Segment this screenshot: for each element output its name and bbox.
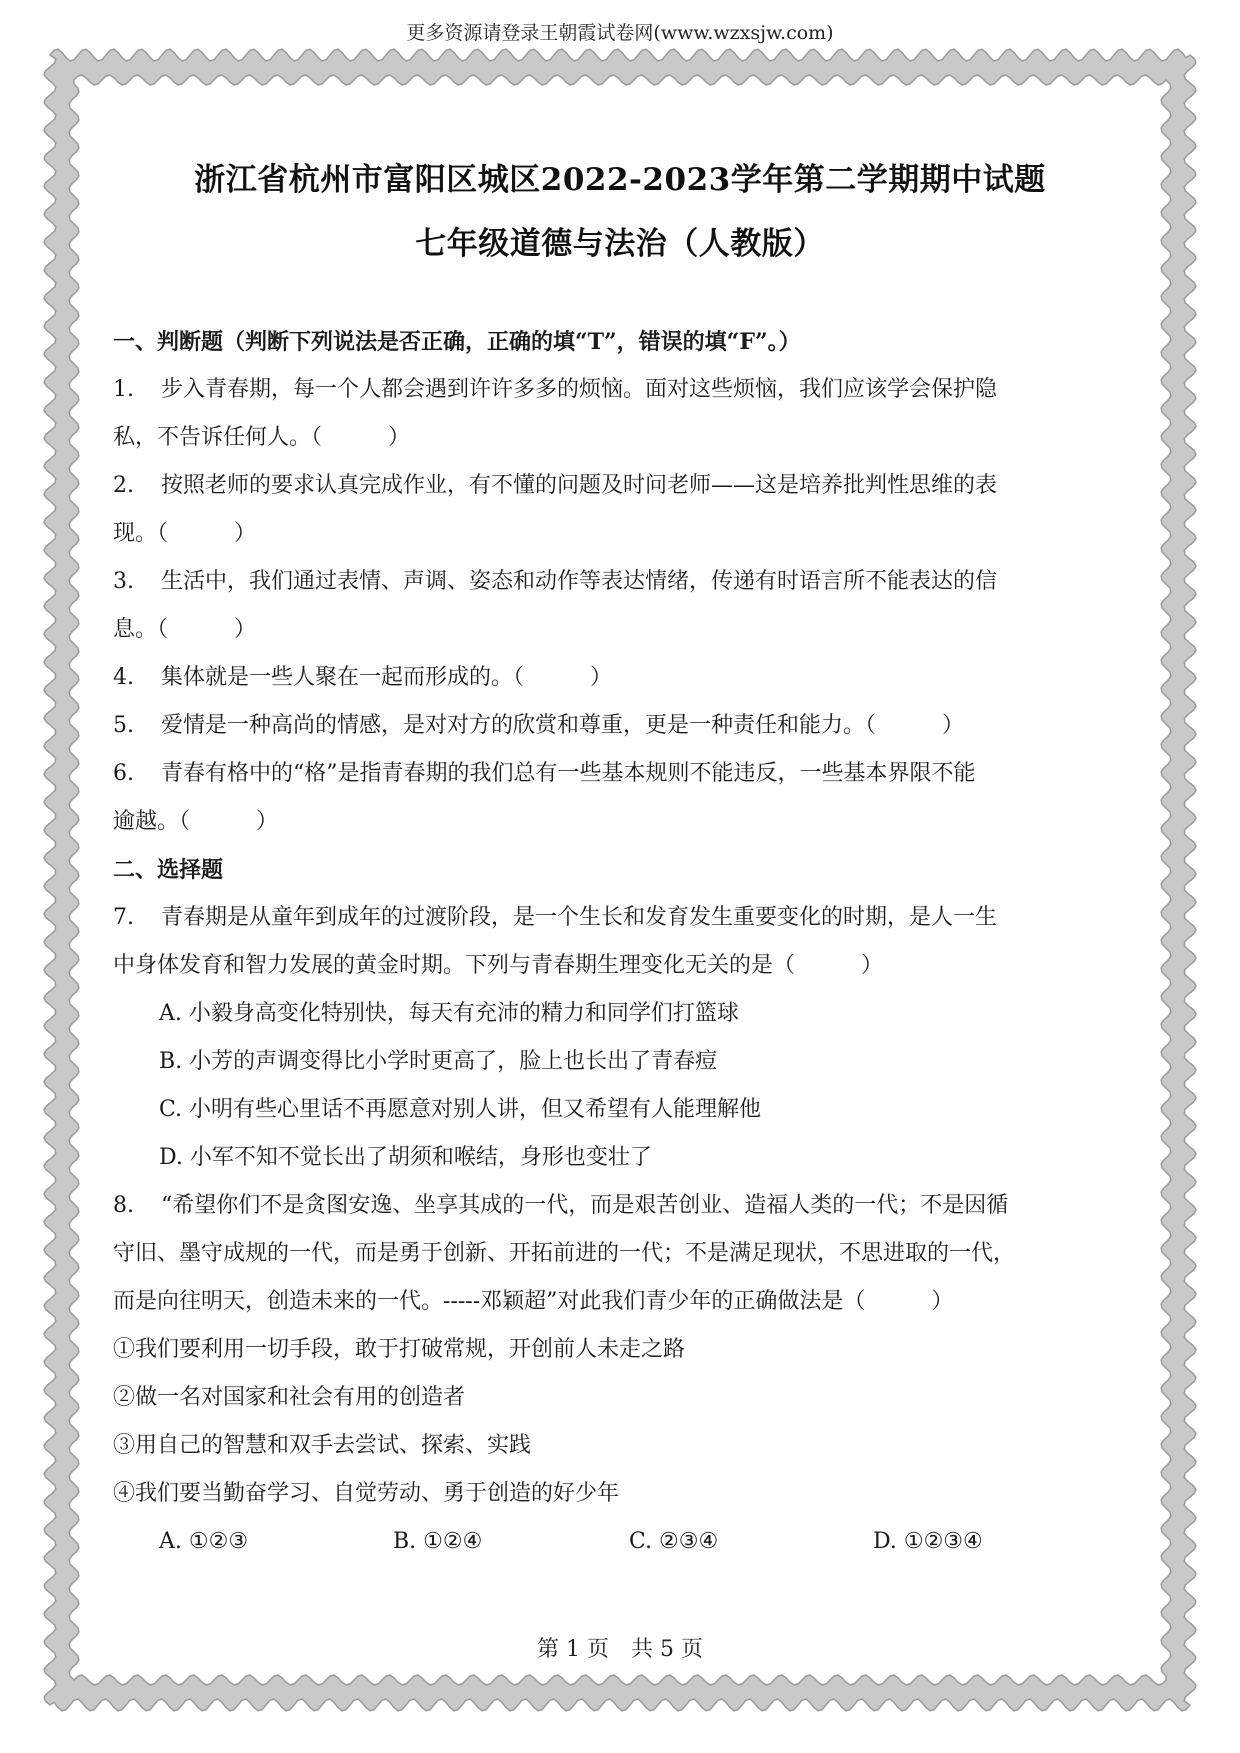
question-7-cont: 中身体发育和智力发展的黄金时期。下列与青春期生理变化无关的是（ ） xyxy=(113,953,884,978)
question-2 xyxy=(113,462,1133,510)
statement-2: ②做一名对国家和社会有用的创造者 xyxy=(113,1385,466,1410)
question-4 xyxy=(113,654,1133,702)
question-7 xyxy=(113,894,1133,942)
option-b: B. 小芳的声调变得比小学时更高了，脸上也长出了青春痘 xyxy=(159,1049,718,1074)
question-text: 步入青春期，每一个人都会遇到许许多多的烦恼。面对这些烦恼，我们应该学会保护隐 xyxy=(161,377,998,402)
statement-3: ③用自己的智慧和双手去尝试、探索、实践 xyxy=(113,1433,532,1458)
exam-content xyxy=(113,318,1133,1566)
question-8 xyxy=(113,1182,1133,1230)
question-number: 1. xyxy=(113,377,134,402)
option-a: A. 小毅身高变化特别快，每天有充沛的精力和同学们打篮球 xyxy=(159,1001,739,1026)
question-text: 爱情是一种高尚的情感，是对对方的欣赏和尊重，更是一种责任和能力。（ ） xyxy=(161,713,965,738)
question-8-cont-2: 而是向往明天，创造未来的一代。-----邓颖超”对此我们青少年的正确做法是（ ） xyxy=(113,1289,954,1314)
question-number: 3. xyxy=(113,569,134,594)
exam-subtitle: 七年级道德与法治（人教版） xyxy=(415,226,825,262)
section-heading-true-false: 一、判断题（判断下列说法是否正确，正确的填“T”，错误的填“F”。） xyxy=(113,329,801,355)
question-text: “希望你们不是贪图安逸、坐享其成的一代，而是艰苦创业、造福人类的一代；不是因循 xyxy=(161,1193,1009,1218)
question-text: 生活中，我们通过表情、声调、姿态和动作等表达情绪，传递有时语言所不能表达的信 xyxy=(161,569,998,594)
question-number: 2. xyxy=(113,473,134,498)
question-6 xyxy=(113,750,1133,798)
question-text: 青春期是从童年到成年的过渡阶段，是一个生长和发育发生重要变化的时期，是人一生 xyxy=(161,905,998,930)
question-8-options xyxy=(113,1518,1133,1566)
question-1 xyxy=(113,366,1133,414)
question-number: 7. xyxy=(113,905,134,930)
question-number: 5. xyxy=(113,713,134,738)
question-8-cont-1: 守旧、墨守成规的一代，而是勇于创新、开拓前进的一代；不是满足现状，不思进取的一代， xyxy=(113,1241,1016,1266)
option-c: C. 小明有些心里话不再愿意对别人讲，但又希望有人能理解他 xyxy=(159,1097,762,1122)
page-number: 第 1 页 共 5 页 xyxy=(537,1637,703,1662)
question-text: 按照老师的要求认真完成作业，有不懂的问题及时问老师——这是培养批判性思维的表 xyxy=(161,473,998,498)
question-1-cont: 私，不告诉任何人。（ ） xyxy=(113,425,411,450)
question-text: 青春有格中的“格”是指青春期的我们总有一些基本规则不能违反，一些基本界限不能 xyxy=(161,761,976,786)
statement-4: ④我们要当勤奋学习、自觉劳动、勇于创造的好少年 xyxy=(113,1481,620,1506)
question-text: 集体就是一些人聚在一起而形成的。（ ） xyxy=(161,665,613,690)
section-heading-choice: 二、选择题 xyxy=(113,857,224,883)
question-number: 8. xyxy=(113,1193,134,1218)
option-d: D. 小军不知不觉长出了胡须和喉结，身形也变壮了 xyxy=(159,1145,652,1170)
question-3-cont: 息。（ ） xyxy=(113,617,257,642)
question-2-cont: 现。（ ） xyxy=(113,521,257,546)
option-b: B. ①②④ xyxy=(393,1529,483,1554)
statement-1: ①我们要利用一切手段，敢于打破常规，开创前人未走之路 xyxy=(113,1337,686,1362)
question-number: 4. xyxy=(113,665,134,690)
question-number: 6. xyxy=(113,761,134,786)
question-5 xyxy=(113,702,1133,750)
option-c: C. ②③④ xyxy=(629,1529,719,1554)
site-watermark-header: 更多资源请登录王朝霞试卷网(www.wzxsjw.com) xyxy=(406,22,834,44)
option-d: D. ①②③④ xyxy=(873,1529,983,1554)
question-6-cont: 逾越。（ ） xyxy=(113,809,279,834)
question-3 xyxy=(113,558,1133,606)
exam-title: 浙江省杭州市富阳区城区2022-2023学年第二学期期中试题 xyxy=(194,162,1046,198)
option-a: A. ①②③ xyxy=(159,1529,249,1554)
